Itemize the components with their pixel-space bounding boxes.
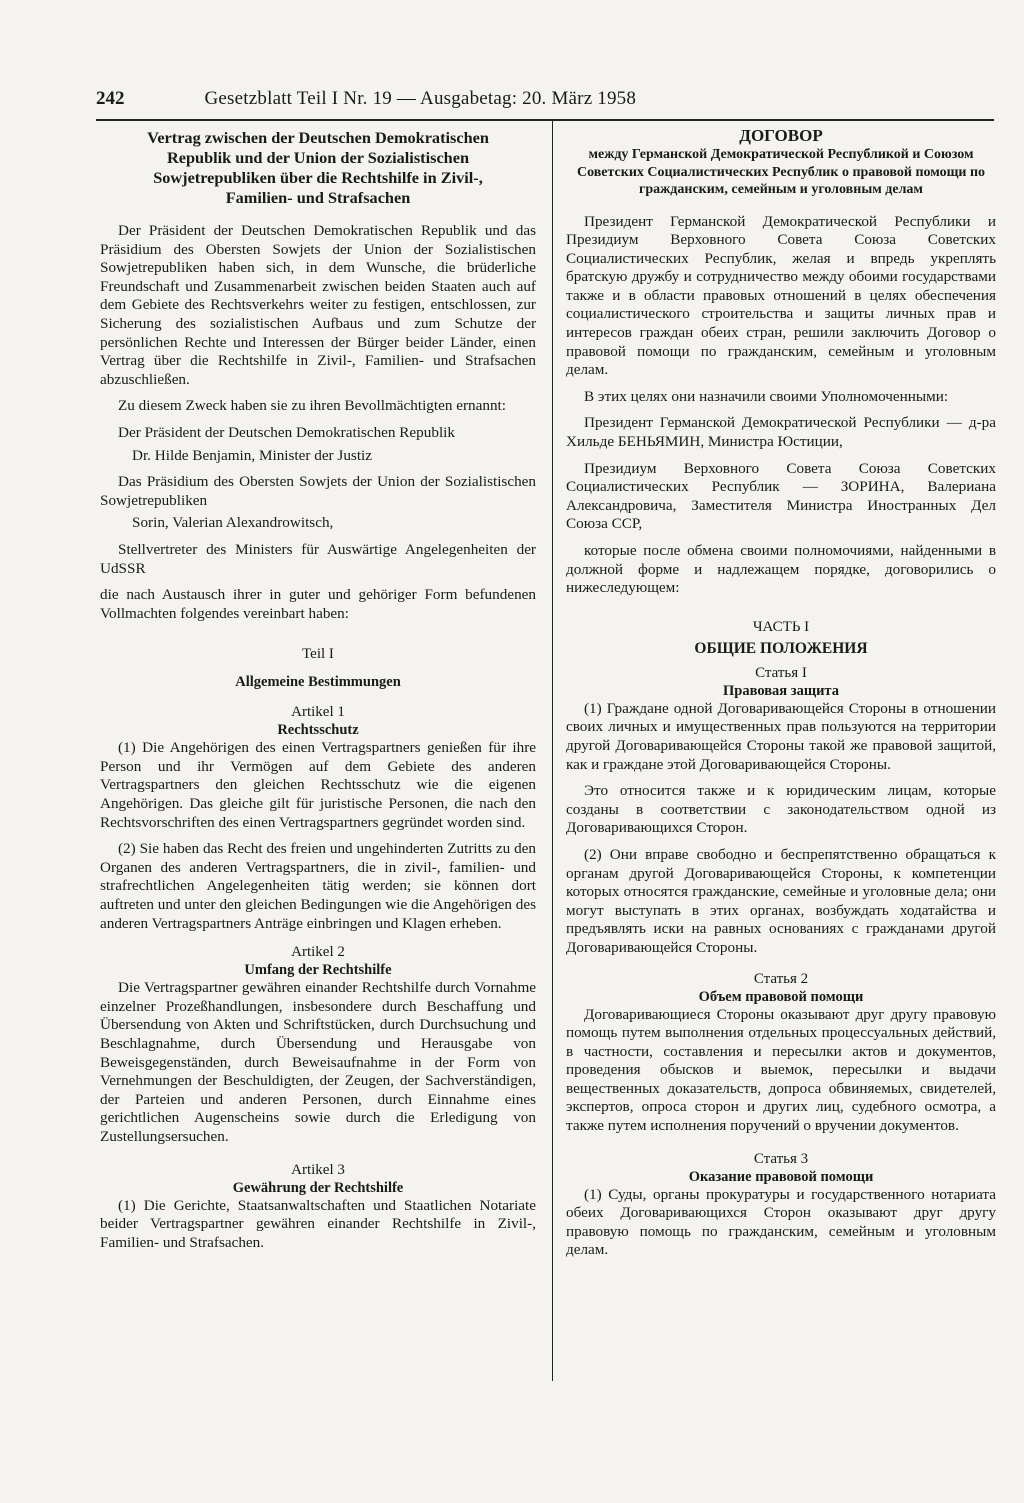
treaty-title-ru: ДОГОВОР: [739, 126, 823, 145]
article3-title-de: Gewährung der Rechtshilfe: [232, 1179, 404, 1196]
article3-para1-de: (1) Die Gerichte, Staatsanwaltschaften und Staatlichen Notariate beider Vertragspartner gewähren einander Rechtshilfe in Zivil-, Familien- und Strafsachen.: [100, 1196, 536, 1251]
gazette-title: Gesetzblatt Teil I Nr. 19 — Ausgabetag: 20. März 1958: [204, 88, 637, 109]
article1-para1-ru: (1) Граждане одной Договаривающейся Стороны в отношении своих личных и имущественных прав пользуются на территории другой Договаривающейся Стороны такой же правовой защитой, как и граждане этой Договаривающейся Стороны.: [566, 699, 996, 773]
article2-para1-de: Die Vertragspartner gewähren einander Rechtshilfe durch Vornahme einzelner Prozeßhandlungen, insbesondere durch Beschaffung und Übersendung von Akten und Schriftstücken, durch Durchsuchung und Beschlagnahme, durch Übersendung und Herausgabe von Beweisgegenständen, durch Beweisaufnahme in der Form von Vernehmungen der Beschuldigten, der Zeugen, der Sachverständigen, der Parteien und anderen Personen, durch Einnahme eines gerichtlichen Augenscheins sowie durch die Erledigung von Zustellungsersuchen.: [100, 979, 536, 1145]
party2-role-de: Stellvertreter des Ministers für Auswärtige Angelegenheiten der UdSSR: [100, 540, 536, 577]
party1-ru: Президент Германской Демократической Республики — д-ра Хильде БЕНЬЯМИН, Министра Юстиции,: [566, 414, 996, 451]
part-heading-de: Teil I: [302, 646, 334, 663]
german-column: [100, 124, 536, 1252]
part-title-de: Allgemeine Bestimmungen: [235, 674, 401, 691]
article1-para2-ru: (2) Они вправе свободно и беспрепятственно обращаться к органам другой Договаривающейся Стороны, к компетенции которых относятся гражданские, семейные и уголовные дела; они могут выступать в этих органах, возбуждать ходатайства и предъявлять иски на равных основаниях с гражданами другой Договаривающейся Стороны.: [566, 845, 996, 956]
article1-para1b-ru: Это относится также и к юридическим лицам, которые созданы в соответствии с законодательством одной из Договаривающихся Сторон.: [566, 782, 996, 837]
article1-title-ru: Правовая защита: [723, 682, 839, 699]
party1-rep-de: Dr. Hilde Benjamin, Minister der Justiz: [132, 446, 373, 464]
article3-para1-ru: (1) Суды, органы прокуратуры и государственного нотариата обеих Договаривающихся Сторон оказывают друг другу правовую помощь по гражданским, семейным и уголовным делам.: [566, 1185, 996, 1259]
article1-para1-de: (1) Die Angehörigen des einen Vertragspartners genießen für ihre Person und ihr Vermögen auf dem Gebiete des anderen Vertragspartners den gleichen Rechtsschutz wie die eigenen Angehörigen. Das gleiche gilt für juristische Personen, die nach den Rechtsvorschriften des einen Vertragspartners gegründet worden sind.: [100, 739, 536, 831]
header-rule: [96, 119, 994, 121]
party2-ru: Президиум Верховного Совета Союза Советских Социалистических Республик — ЗОРИНА, Валериана Александровича, Заместителя Министра Иностранных Дел Союза ССР,: [566, 459, 996, 533]
article2-title-ru: Объем правовой помощи: [698, 988, 864, 1005]
agreement-de: die nach Austausch ihrer in guter und gehöriger Form befundenen Vollmachten folgendes vereinbart haben:: [100, 586, 536, 622]
article3-title-ru: Оказание правовой помощи: [688, 1168, 874, 1185]
article1-para2-de: (2) Sie haben das Recht des freien und ungehinderten Zutritts zu den Organen des anderen Vertragspartners, die in zivil-, familien- und strafrechtlichen Angelegenheiten tätig werden; sie können dort auftreten und unter den gleichen Bedingungen wie die Angehörigen des anderen Vertragspartners Anträge einbringen und Klagen erheben.: [100, 840, 536, 932]
article1-title-de: Rechtsschutz: [277, 722, 359, 739]
party2-rep-de: Sorin, Valerian Alexandrowitsch,: [132, 514, 334, 532]
treaty-title-de: Vertrag zwischen der Deutschen Demokratischen Republik und der Union der Sozialistischen Sowjetrepubliken über die Rechtshilfe in Zivil-, Familien- und Strafsachen: [147, 128, 489, 207]
party2-de: Das Präsidium des Obersten Sowjets der Union der Sozialistischen Sowjetrepubliken: [100, 473, 536, 509]
agreement-ru: которые после обмена своими полномочиями, найденными в должной форме и надлежащем порядке, договорились о нижеследующем:: [566, 542, 996, 597]
russian-column: [566, 124, 996, 1260]
page-header: [96, 84, 946, 114]
treaty-subtitle-ru: между Германской Демократической Республикой и Союзом Советских Социалистических Республик о правовой помощи по гражданским, семейным и уголовным делам: [576, 147, 986, 197]
article1-heading-ru: Статья I: [755, 664, 807, 681]
article2-para1-ru: Договаривающиеся Стороны оказывают друг другу правовую помощь путем выполнения отдельных процессуальных действий, в частности, составления и пересылки актов и документов, проведения обысков и выемок, пересылки и выдачи вещественных доказательств, допроса обвиняемых, свидетелей, экспертов, опроса сторон и других лиц, судебного осмотра, а также путем исполнения поручений о вручении документов.: [566, 1005, 996, 1135]
article2-title-de: Umfang der Rechtshilfe: [244, 962, 392, 979]
purpose-ru: В этих целях они назначили своими Уполномоченными:: [584, 387, 949, 405]
part-title-ru: ОБЩИЕ ПОЛОЖЕНИЯ: [694, 639, 868, 657]
article1-heading-de: Artikel 1: [291, 704, 345, 721]
part-heading-ru: ЧАСТЬ I: [752, 618, 810, 635]
article2-heading-ru: Статья 2: [753, 970, 809, 987]
article2-heading-de: Artikel 2: [291, 944, 345, 961]
party1-de: Der Präsident der Deutschen Demokratischen Republik: [118, 423, 455, 441]
page-number: 242: [96, 88, 125, 109]
preamble-de: Der Präsident der Deutschen Demokratischen Republik und das Präsidium des Obersten Sowjets der Union der Sozialistischen Sowjetrepubliken haben sich, in dem Wunsche, die brüderliche Freundschaft und Zusammenarbeit zwischen beiden Staaten auch auf dem Gebiete des Rechtsverkehrs weiter zu festigen, entschlossen, zur Sicherung des sozialistischen Aufbaus und zum Schutze der persönlichen Rechte und Interessen der Bürger beider Länder, einen Vertrag über die Rechtshilfe in Zivil-, Familien- und Strafsachen abzuschließen.: [100, 222, 536, 388]
preamble-ru: Президент Германской Демократической Республики и Президиум Верховного Совета Союза Советских Социалистических Республик, желая и впредь укреплять братскую дружбу и сотрудничество между обоими государствами также и в области правовых отношений в целях обеспечения социалистического строительства и защиты личных прав и интересов граждан обеих стран, решили заключить Договор о правовой помощи по гражданским, семейным и уголовным делам.: [566, 212, 996, 379]
article3-heading-de: Artikel 3: [291, 1161, 345, 1178]
column-divider: [552, 121, 553, 1381]
purpose-de: Zu diesem Zweck haben sie zu ihren Bevollmächtigten ernannt:: [118, 397, 506, 415]
article3-heading-ru: Статья 3: [753, 1150, 809, 1167]
